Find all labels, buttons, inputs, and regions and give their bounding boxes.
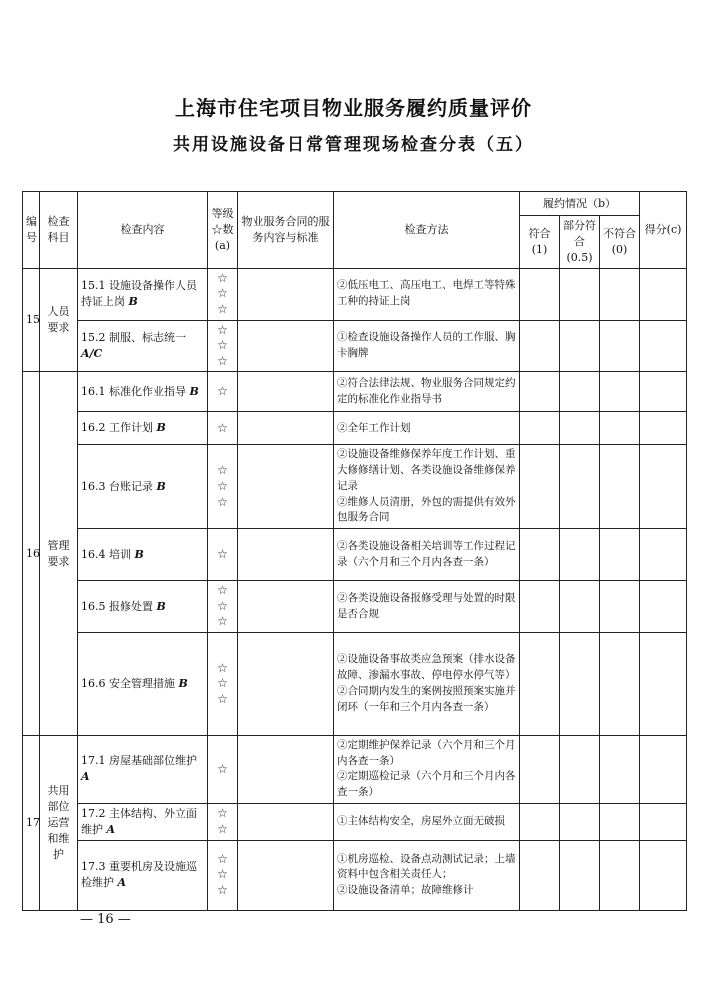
full-compliance-cell bbox=[520, 581, 560, 633]
section-number: 17 bbox=[23, 735, 40, 910]
level-code: A/C bbox=[81, 346, 103, 360]
level-code: B bbox=[128, 295, 138, 309]
full-compliance-cell bbox=[520, 840, 560, 910]
check-item: 16.6 安全管理措施 B bbox=[78, 632, 208, 735]
partial-compliance-cell bbox=[560, 840, 600, 910]
partial-compliance-cell bbox=[560, 412, 600, 445]
score-cell bbox=[640, 840, 687, 910]
table-row bbox=[23, 320, 687, 372]
grade-stars: ☆ bbox=[208, 735, 238, 803]
check-method: ②各类设施设备报修受理与处置的时限是否合规 bbox=[334, 581, 520, 633]
partial-compliance-cell bbox=[560, 320, 600, 372]
check-item: 16.4 培训 B bbox=[78, 529, 208, 581]
grade-stars: ☆ ☆ ☆ bbox=[208, 632, 238, 735]
contract-standard bbox=[238, 840, 334, 910]
level-code: A bbox=[106, 822, 116, 836]
grade-stars: ☆ ☆ ☆ bbox=[208, 268, 238, 320]
check-method: ②各类设施设备相关培训等工作过程记录（六个月和三个月内各查一条） bbox=[334, 529, 520, 581]
level-code: B bbox=[156, 599, 166, 613]
contract-standard bbox=[238, 268, 334, 320]
table-row bbox=[23, 445, 687, 529]
partial-compliance-cell bbox=[560, 529, 600, 581]
level-code: B bbox=[189, 384, 199, 398]
non-compliance-cell bbox=[600, 320, 640, 372]
section-number: 15 bbox=[23, 268, 40, 372]
document-title: 上海市住宅项目物业服务履约质量评价 bbox=[175, 96, 532, 120]
header-num: 编号 bbox=[23, 192, 40, 269]
non-compliance-cell bbox=[600, 735, 640, 803]
check-method: ①机房巡检、设备点动测试记录；上墙资料中包含相关责任人； ②设施设备清单；故障维修计 bbox=[334, 840, 520, 910]
header-partial: 部分符合(0.5) bbox=[560, 216, 600, 269]
score-cell bbox=[640, 412, 687, 445]
non-compliance-cell bbox=[600, 840, 640, 910]
contract-standard bbox=[238, 529, 334, 581]
check-item: 16.2 工作计划 B bbox=[78, 412, 208, 445]
section-category: 共用部位运营和维护 bbox=[40, 735, 78, 910]
full-compliance-cell bbox=[520, 372, 560, 412]
score-cell bbox=[640, 803, 687, 840]
check-item: 15.1 设施设备操作人员持证上岗 B bbox=[78, 268, 208, 320]
inspection-table bbox=[22, 191, 687, 911]
score-cell bbox=[640, 735, 687, 803]
grade-stars: ☆ bbox=[208, 372, 238, 412]
table-row bbox=[23, 632, 687, 735]
score-cell bbox=[640, 581, 687, 633]
check-item: 16.5 报修处置 B bbox=[78, 581, 208, 633]
table-row bbox=[23, 268, 687, 320]
check-item: 16.3 台账记录 B bbox=[78, 445, 208, 529]
contract-standard bbox=[238, 581, 334, 633]
check-method: ②设施设备维修保养年度工作计划、重大修修缮计划、各类设施设备维修保养记录 ②维修人员清册，外包的需提供有效外包服务合同 bbox=[334, 445, 520, 529]
non-compliance-cell bbox=[600, 632, 640, 735]
grade-stars: ☆ ☆ ☆ bbox=[208, 840, 238, 910]
contract-standard bbox=[238, 320, 334, 372]
partial-compliance-cell bbox=[560, 581, 600, 633]
full-compliance-cell bbox=[520, 632, 560, 735]
header-full: 符合(1) bbox=[520, 216, 560, 269]
grade-stars: ☆ ☆ ☆ bbox=[208, 581, 238, 633]
table-row bbox=[23, 412, 687, 445]
check-method: ②符合法律法规、物业服务合同规定约定的标准化作业指导书 bbox=[334, 372, 520, 412]
contract-standard bbox=[238, 445, 334, 529]
header-standard: 物业服务合同的服务内容与标准 bbox=[238, 192, 334, 269]
full-compliance-cell bbox=[520, 803, 560, 840]
full-compliance-cell bbox=[520, 320, 560, 372]
score-cell bbox=[640, 372, 687, 412]
partial-compliance-cell bbox=[560, 268, 600, 320]
non-compliance-cell bbox=[600, 803, 640, 840]
header-non: 不符合(0) bbox=[600, 216, 640, 269]
check-item: 17.1 房屋基础部位维护 A bbox=[78, 735, 208, 803]
level-code: B bbox=[156, 479, 166, 493]
grade-stars: ☆ bbox=[208, 412, 238, 445]
grade-stars: ☆ bbox=[208, 529, 238, 581]
header-score: 得分(c) bbox=[640, 192, 687, 269]
table-row bbox=[23, 529, 687, 581]
grade-stars: ☆ ☆ bbox=[208, 803, 238, 840]
full-compliance-cell bbox=[520, 268, 560, 320]
level-code: B bbox=[156, 421, 166, 435]
level-code: B bbox=[134, 547, 144, 561]
full-compliance-cell bbox=[520, 735, 560, 803]
level-code: A bbox=[117, 876, 127, 890]
non-compliance-cell bbox=[600, 412, 640, 445]
non-compliance-cell bbox=[600, 445, 640, 529]
table-row bbox=[23, 840, 687, 910]
header-category: 检查科目 bbox=[40, 192, 78, 269]
score-cell bbox=[640, 445, 687, 529]
score-cell bbox=[640, 529, 687, 581]
table-row bbox=[23, 581, 687, 633]
page-number: — 16 — bbox=[80, 912, 131, 927]
section-category: 人员要求 bbox=[40, 268, 78, 372]
partial-compliance-cell bbox=[560, 632, 600, 735]
check-method: ①检查设施设备操作人员的工作服、胸卡胸牌 bbox=[334, 320, 520, 372]
non-compliance-cell bbox=[600, 372, 640, 412]
partial-compliance-cell bbox=[560, 735, 600, 803]
table-row bbox=[23, 372, 687, 412]
full-compliance-cell bbox=[520, 412, 560, 445]
header-content: 检查内容 bbox=[78, 192, 208, 269]
non-compliance-cell bbox=[600, 268, 640, 320]
level-code: A bbox=[81, 770, 90, 784]
check-method: ②设施设备事故类应急预案（排水设备故障、渗漏水事故、停电停水停气等） ②合同期内发生的案例按照预案实施并闭环（一年和三个月内各查一条） bbox=[334, 632, 520, 735]
check-item: 17.2 主体结构、外立面维护 A bbox=[78, 803, 208, 840]
contract-standard bbox=[238, 372, 334, 412]
table-row bbox=[23, 735, 687, 803]
partial-compliance-cell bbox=[560, 803, 600, 840]
partial-compliance-cell bbox=[560, 372, 600, 412]
section-number: 16 bbox=[23, 372, 40, 736]
partial-compliance-cell bbox=[560, 445, 600, 529]
table-row bbox=[23, 803, 687, 840]
document-subtitle: 共用设施设备日常管理现场检查分表（五） bbox=[173, 135, 534, 155]
section-category: 管理要求 bbox=[40, 372, 78, 736]
non-compliance-cell bbox=[600, 529, 640, 581]
contract-standard bbox=[238, 412, 334, 445]
score-cell bbox=[640, 632, 687, 735]
check-method: ②定期维护保养记录（六个月和三个月内各查一条） ②定期巡检记录（六个月和三个月内各查一条） bbox=[334, 735, 520, 803]
score-cell bbox=[640, 268, 687, 320]
check-method: ②低压电工、高压电工、电焊工等特殊工种的持证上岗 bbox=[334, 268, 520, 320]
check-item: 15.2 制服、标志统一 A/C bbox=[78, 320, 208, 372]
full-compliance-cell bbox=[520, 445, 560, 529]
header-performance: 履约情况（b） bbox=[520, 192, 640, 216]
check-method: ①主体结构安全，房屋外立面无破损 bbox=[334, 803, 520, 840]
grade-stars: ☆ ☆ ☆ bbox=[208, 320, 238, 372]
level-code: B bbox=[178, 676, 188, 690]
full-compliance-cell bbox=[520, 529, 560, 581]
table-body bbox=[23, 268, 687, 910]
score-cell bbox=[640, 320, 687, 372]
header-method: 检查方法 bbox=[334, 192, 520, 269]
check-method: ②全年工作计划 bbox=[334, 412, 520, 445]
contract-standard bbox=[238, 735, 334, 803]
contract-standard bbox=[238, 632, 334, 735]
check-item: 17.3 重要机房及设施巡检维护 A bbox=[78, 840, 208, 910]
check-item: 16.1 标准化作业指导 B bbox=[78, 372, 208, 412]
header-grade: 等级☆数(a) bbox=[208, 192, 238, 269]
grade-stars: ☆ ☆ ☆ bbox=[208, 445, 238, 529]
non-compliance-cell bbox=[600, 581, 640, 633]
contract-standard bbox=[238, 803, 334, 840]
